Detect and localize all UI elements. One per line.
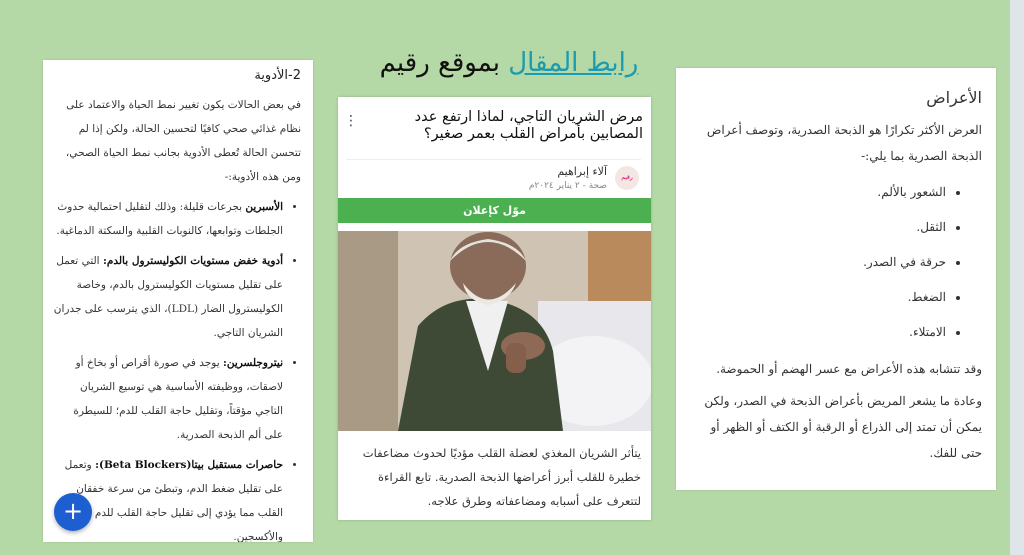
symptoms-list: [686, 175, 982, 350]
article-excerpt: يتأثر الشريان المغذي لعضلة القلب مؤديًا لحدوث مضاعفات خطيرة للقلب أبرز أعراضها الذبحة الصدرية. تابع القراءة لتتعرف على أسبابه ومضاعفاته وطرق علاجه.: [362, 446, 641, 508]
symptoms-note: وقد تتشابه هذه الأعراض مع عسر الهضم أو الحموضة.: [716, 362, 982, 376]
list-item: [53, 195, 283, 243]
list-item: • الشعور بالألم.: [686, 175, 946, 210]
list-item: • حرقة في الصدر.: [686, 245, 946, 280]
list-item: [53, 249, 283, 345]
symptoms-panel: [676, 68, 996, 490]
medications-panel: [43, 60, 313, 542]
page-headline: [374, 48, 644, 78]
list-item: • الثقل.: [686, 210, 946, 245]
medications-intro: في بعض الحالات يكون تغيير نمط الحياة والاعتماد على نظام غذائي صحي كافيًا لتحسين الحالة، ولكن إذا لم تتحسن الحالة تُعطى الأدوية بجانب نمط الحياة الصحي، ومن هذه الأدوية:-: [65, 99, 301, 183]
headline-rest: بموقع رقيم: [379, 48, 509, 78]
promote-button[interactable]: موّل كإعلان: [338, 198, 651, 223]
med-name: الأسبرين: [245, 201, 283, 213]
article-title[interactable]: مرض الشريان التاجي، لماذا ارتفع عدد المصابين بأمراض القلب بعمر صغير؟: [414, 109, 643, 142]
heart-pain-illustration: [338, 231, 651, 431]
avatar[interactable]: رقيم: [615, 166, 639, 190]
list-item: [53, 453, 283, 542]
more-options-icon[interactable]: ⋮: [344, 113, 358, 129]
med-desc: وتعمل على تقليل ضغط الدم، وتبطئ من سرعة خفقان القلب مما يؤدي إلى تقليل حاجة القلب للدم والأكسجين.: [64, 459, 283, 542]
article-link[interactable]: رابط المقال: [508, 48, 639, 78]
article-image[interactable]: [338, 231, 651, 431]
list-item: • الامتلاء.: [686, 315, 946, 350]
right-edge-strip: [1010, 0, 1024, 555]
symptoms-spread: وعادة ما يشعر المريض بأعراض الذبحة في الصدر، ولكن يمكن أن تمتد إلى الذراع أو الرقبة أو الكتف أو الظهر أو حتى للفك.: [704, 394, 982, 460]
author-name[interactable]: آلاء إبراهيم: [557, 165, 607, 178]
med-name: أدوية خفض مستويات الكوليسترول بالدم:: [102, 255, 283, 267]
med-desc: التي تعمل على تقليل مستويات الكوليسترول بالدم، وخاصة الكوليسترول الضار (LDL)، الذي يترسب على جدران الشريان التاجي.: [53, 255, 283, 339]
list-item: [53, 351, 283, 447]
med-desc: يوجد في صورة أقراص أو بخاخ أو لاصقات، ووظيفته الأساسية هي توسيع الشريان التاجي مؤقتاً، وتقليل حاجة القلب للدم؛ للسيطرة على ألم الذبحة الصدرية.: [73, 357, 283, 441]
med-name: نيتروجلسرين:: [222, 357, 283, 369]
medications-list: [53, 195, 301, 542]
med-name: حاصرات مستقبل بيتا(Beta Blockers):: [95, 459, 283, 471]
list-item: • الضغط.: [686, 280, 946, 315]
medications-heading: 2-الأدوية: [254, 68, 301, 83]
author-meta: صحة - ٢ يناير ٢٠٢٤م: [528, 181, 607, 191]
add-button[interactable]: +: [54, 493, 92, 531]
author-row: [346, 159, 641, 196]
symptoms-heading: الأعراض: [926, 88, 982, 107]
article-card[interactable]: [338, 97, 651, 520]
symptoms-intro: العرض الأكثر تكرارًا هو الذبحة الصدرية، وتوصف أعراض الذبحة الصدرية بما يلي:-: [706, 123, 982, 163]
med-desc: بجرعات قليلة: وذلك لتقليل احتمالية حدوث الجلطات وتوابعها، كالنوبات القلبية والسكتة الدماغية.: [56, 201, 283, 237]
